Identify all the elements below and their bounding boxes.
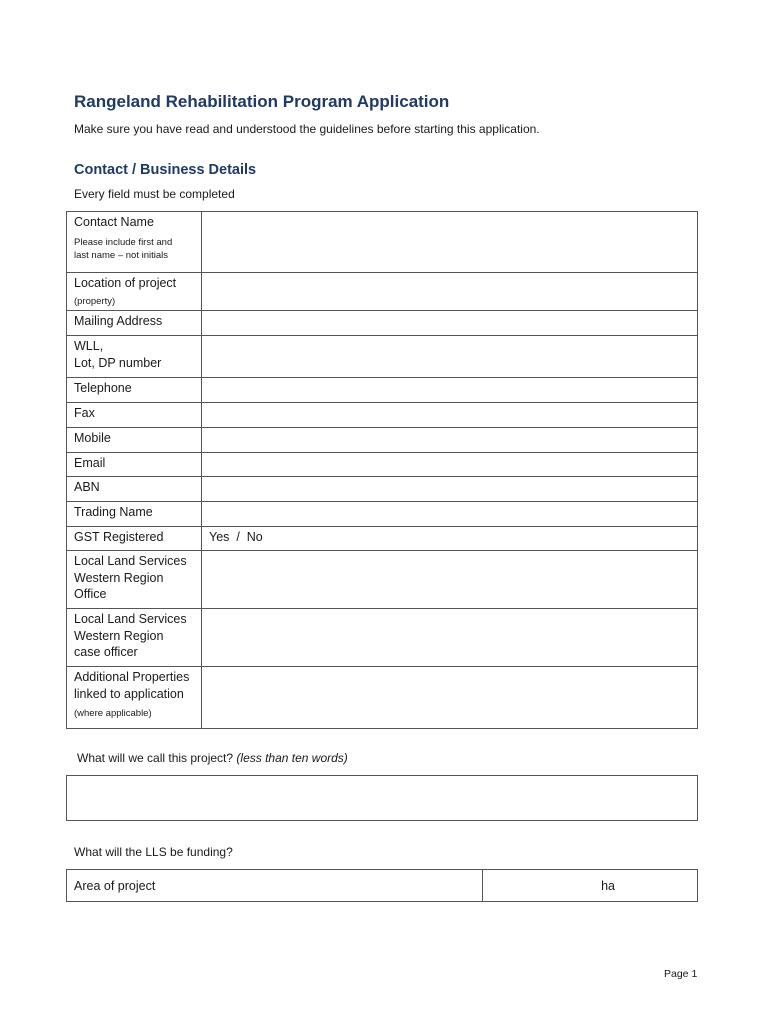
intro-text: Make sure you have read and understood the guidelines before starting this application. — [74, 122, 540, 136]
project-name-question-hint: (less than ten words) — [236, 751, 348, 765]
location-label: Location of project — [74, 276, 177, 290]
table-row-location — [67, 273, 698, 311]
table-row-email — [67, 453, 698, 477]
section-note: Every field must be completed — [74, 187, 235, 201]
wll-label-line1: WLL, — [74, 339, 104, 353]
location-hint: (property) — [74, 295, 116, 307]
table-row-lls-office — [67, 551, 698, 609]
table-row-telephone — [67, 378, 698, 403]
additional-properties-field[interactable] — [202, 667, 698, 729]
table-row-wll — [67, 336, 698, 378]
contact-name-label: Contact Name — [74, 215, 154, 229]
wll-field[interactable] — [202, 336, 698, 378]
email-label: Email — [67, 453, 202, 477]
table-row-gst — [67, 527, 698, 551]
additional-properties-hint: (where applicable) — [74, 708, 152, 719]
telephone-field[interactable] — [202, 378, 698, 403]
wll-label-cell — [67, 336, 202, 378]
lls-officer-field[interactable] — [202, 609, 698, 667]
table-row-contact-name — [67, 212, 698, 273]
page-number: Page 1 — [664, 968, 698, 980]
additional-properties-label-cell: Additional Properties linked to application (where applicable) — [67, 667, 202, 729]
telephone-label: Telephone — [67, 378, 202, 403]
fax-field[interactable] — [202, 403, 698, 428]
location-field[interactable] — [202, 273, 698, 311]
mailing-address-label: Mailing Address — [67, 311, 202, 336]
lls-office-label-cell: Local Land Services Western Region Office — [67, 551, 202, 609]
table-row-mailing — [67, 311, 698, 336]
funding-question: What will the LLS be funding? — [74, 845, 233, 859]
contact-name-hint: Please include first and last name – not initials — [74, 236, 173, 261]
location-label-cell — [67, 273, 202, 311]
gst-yes-no[interactable]: Yes / No — [202, 527, 698, 551]
area-unit: ha — [601, 878, 615, 893]
area-of-project-label: Area of project — [67, 870, 483, 902]
table-row-abn — [67, 477, 698, 502]
contact-name-field[interactable] — [202, 212, 698, 273]
trading-name-field[interactable] — [202, 502, 698, 527]
mailing-address-field[interactable] — [202, 311, 698, 336]
project-name-question: What will we call this project? (less than ten words) — [77, 751, 348, 765]
contact-details-table — [66, 211, 698, 729]
area-of-project-field[interactable] — [483, 870, 698, 902]
wll-label-line2: Lot, DP number — [74, 355, 162, 370]
section-heading-contact: Contact / Business Details — [74, 162, 257, 178]
lls-office-field[interactable] — [202, 551, 698, 609]
email-field[interactable] — [202, 453, 698, 477]
funding-table — [66, 869, 698, 902]
lls-officer-label-cell: Local Land Services Western Region case officer — [67, 609, 202, 667]
mobile-field[interactable] — [202, 428, 698, 453]
table-row-fax — [67, 403, 698, 428]
contact-name-label-cell — [67, 212, 202, 273]
mobile-label: Mobile — [67, 428, 202, 453]
trading-name-label: Trading Name — [67, 502, 202, 527]
table-row-area — [67, 870, 698, 902]
table-row-mobile — [67, 428, 698, 453]
table-row-additional-properties — [67, 667, 698, 729]
fax-label: Fax — [67, 403, 202, 428]
project-name-field[interactable] — [66, 775, 698, 821]
abn-label: ABN — [67, 477, 202, 502]
abn-field[interactable] — [202, 477, 698, 502]
page-title: Rangeland Rehabilitation Program Application — [74, 92, 450, 111]
table-row-lls-officer — [67, 609, 698, 667]
gst-label: GST Registered — [67, 527, 202, 551]
table-row-trading-name — [67, 502, 698, 527]
